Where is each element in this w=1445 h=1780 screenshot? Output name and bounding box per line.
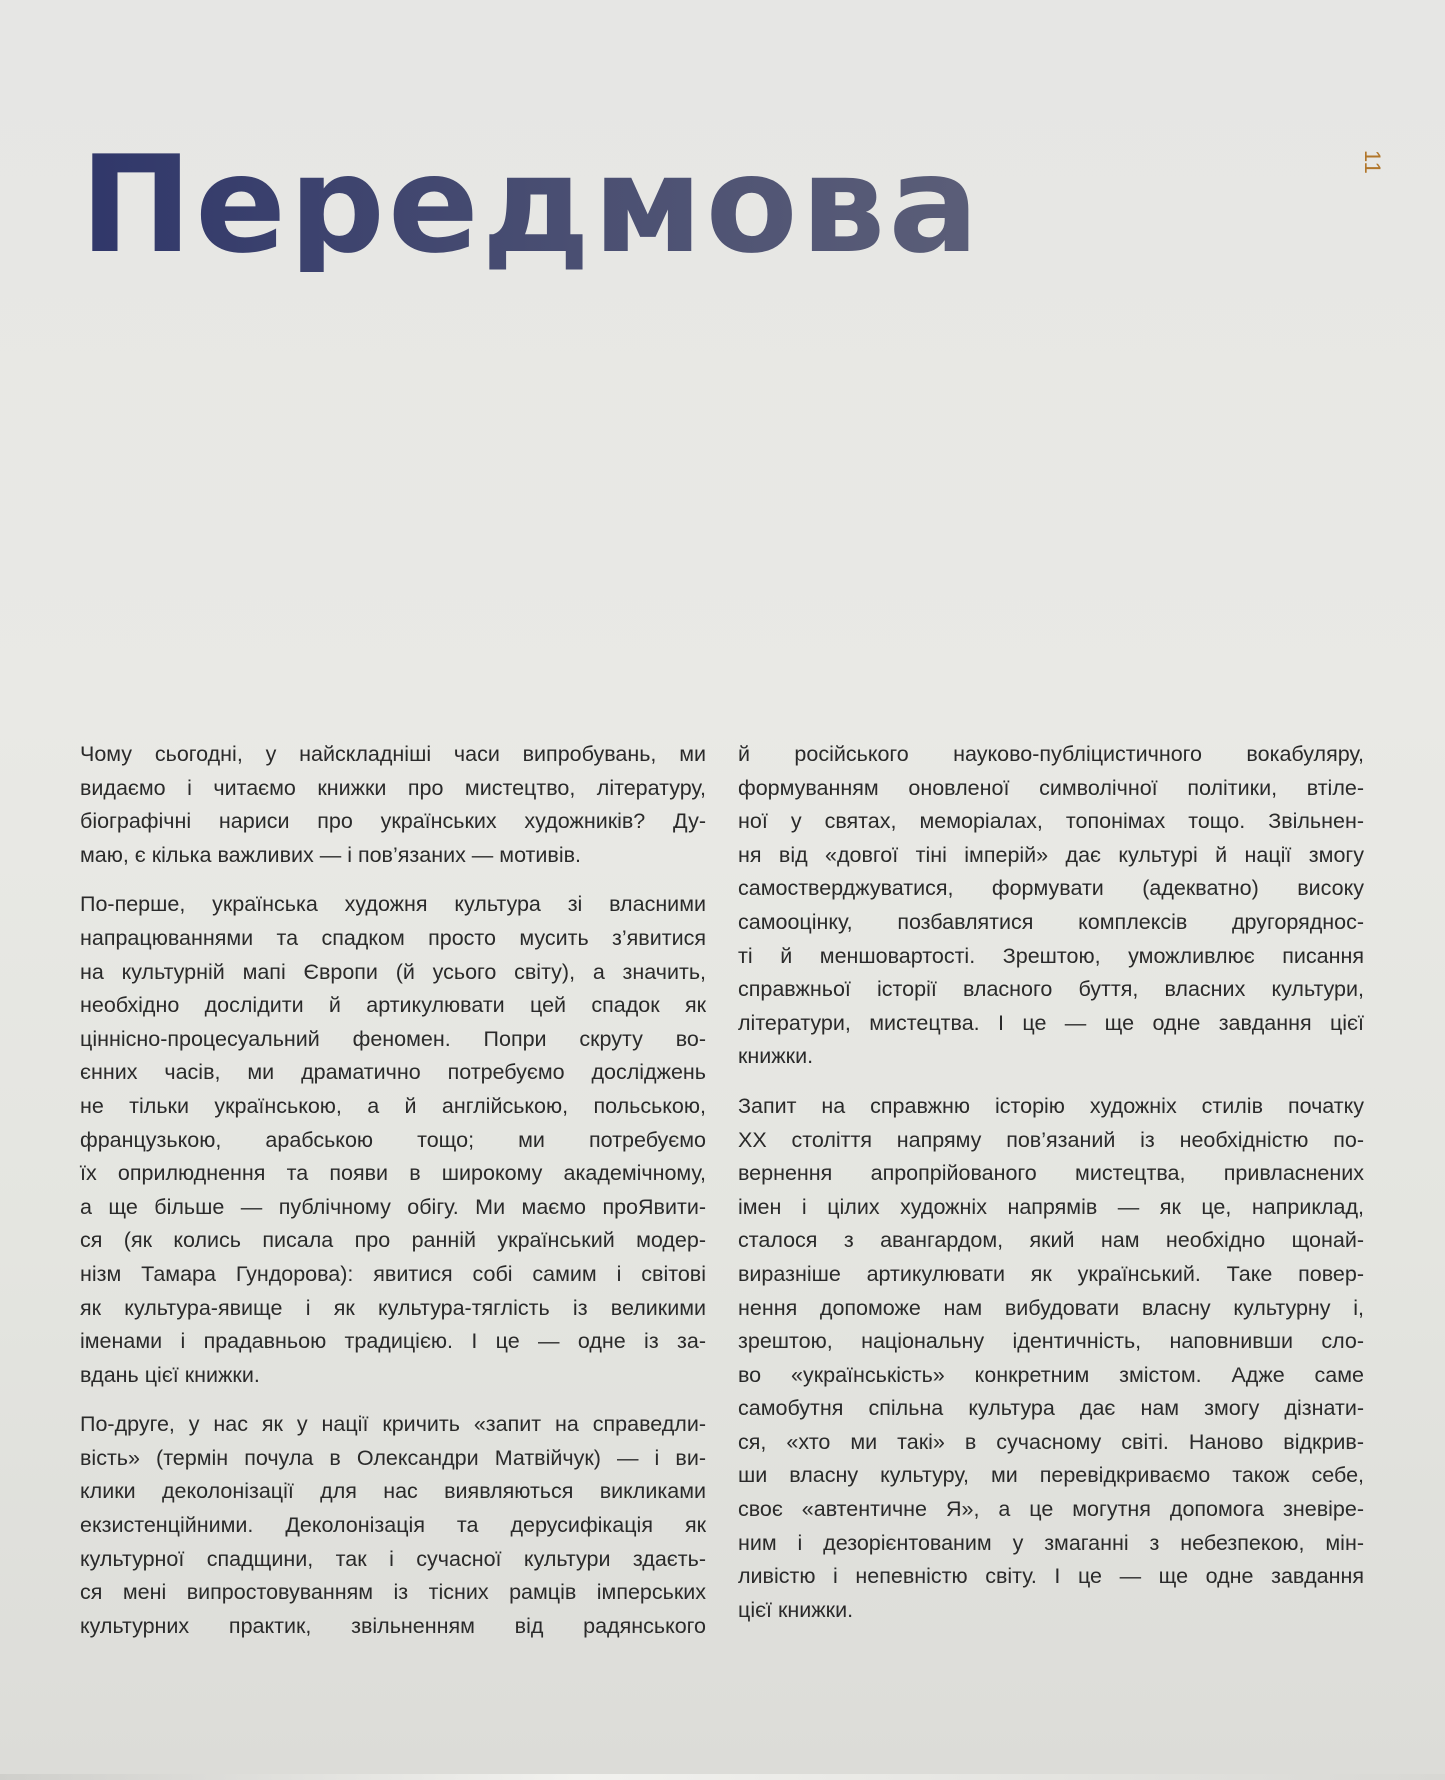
text-line: книжки. — [738, 1044, 814, 1069]
text-line: ся мені випростовуванням із тісних рамців імперських — [80, 1580, 706, 1605]
text-line: не тільки українською, а й англійською, польською, — [80, 1093, 706, 1118]
text-line: необхідно дослідити й артикулювати цей спадок як — [80, 993, 706, 1018]
text-line: як культура-явище і як культура-тяглість із великими — [80, 1295, 706, 1320]
text-line: єнних часів, ми драматично потребуємо досліджень — [80, 1060, 706, 1085]
text-line: екзистенційними. Деколонізація та дерусифікація як — [80, 1513, 706, 1538]
text-line: Запит на справжню історію художніх стилів початку — [738, 1093, 1364, 1118]
text-line: маю, є кілька важливих — і пов’язаних — мотивів. — [80, 842, 581, 867]
text-line: біографічні нариси про українських художників? Ду- — [80, 809, 706, 834]
text-line: ної у святах, меморіалах, топонімах тощо. Звільнен- — [738, 809, 1364, 834]
paragraph — [738, 738, 1364, 1074]
page-bottom-edge — [0, 1774, 1445, 1780]
text-line: ливістю і непевністю світу. І це — ще одне завдання — [738, 1564, 1364, 1589]
text-line: їх оприлюднення та появи в широкому академічному, — [80, 1161, 706, 1186]
page-title: Передмова — [80, 127, 982, 283]
text-line: самооцінку, позбавлятися комплексів другоряднос- — [738, 909, 1364, 934]
text-line: вість» (термін почула в Олександри Матвійчук) — і ви- — [80, 1445, 706, 1470]
text-line: клики деколонізації для нас виявляються викликами — [80, 1479, 706, 1504]
text-line: ши власну культуру, ми перевідкриваємо також себе, — [738, 1463, 1364, 1488]
text-line: культурної спадщини, так і сучасної культури здаєть- — [80, 1546, 706, 1571]
text-line: ті й меншовартості. Зрештою, уможливлює писання — [738, 943, 1364, 968]
text-line: нення допоможе нам вибудовати власну культурну і, — [738, 1295, 1364, 1320]
text-line: По-друге, у нас як у нації кричить «запит на справедли- — [80, 1412, 706, 1437]
text-line: літератури, мистецтва. І це — ще одне завдання цієї — [738, 1010, 1364, 1035]
text-line: іменами і прадавньою традицією. І це — одне із за- — [80, 1329, 706, 1354]
text-line: справжньої історії власного буття, власних культури, — [738, 977, 1364, 1002]
text-line: ціннісно-процесуальний феномен. Попри скруту во- — [80, 1026, 706, 1051]
text-line: культурних практик, звільненням від радянського — [80, 1613, 706, 1638]
text-line: на культурній мапі Європи (й усього світу), а значить, — [80, 959, 706, 984]
text-line: По-перше, українська художня культура зі власними — [80, 892, 706, 917]
text-line: французькою, арабською тощо; ми потребуємо — [80, 1127, 706, 1152]
text-column-left — [80, 738, 706, 1659]
text-line: ним і дезорієнтованим у змаганні з небезпекою, мін- — [738, 1530, 1364, 1555]
text-line: вернення апропрійованого мистецтва, привласнених — [738, 1161, 1364, 1186]
text-line: самобутня спільна культура дає нам змогу дізнати- — [738, 1396, 1364, 1421]
text-line: во «українськість» конкретним змістом. Адже саме — [738, 1362, 1364, 1387]
text-line: своє «автентичне Я», а це могутня допомога зневіре- — [738, 1497, 1364, 1522]
text-line: сталося з авангардом, який нам необхідно щонай- — [738, 1228, 1364, 1253]
text-line: а ще більше — публічному обігу. Ми маємо проЯвити- — [80, 1194, 706, 1219]
text-line: нізм Тамара Гундорова): явитися собі самим і світові — [80, 1261, 706, 1286]
text-line: ХХ століття напряму пов’язаний із необхідністю по- — [738, 1127, 1364, 1152]
text-line: видаємо і читаємо книжки про мистецтво, літературу, — [80, 775, 706, 800]
text-line: зрештою, національну ідентичність, наповнивши сло- — [738, 1329, 1364, 1354]
text-line: виразніше артикулювати як український. Таке повер- — [738, 1261, 1364, 1286]
text-line: цієї книжки. — [738, 1597, 854, 1622]
text-column-right — [738, 738, 1364, 1643]
text-line: ся (як колись писала про ранній український модер- — [80, 1228, 706, 1253]
text-line: напрацюваннями та спадком просто мусить з’явитися — [80, 925, 706, 950]
text-line: ня від «довгої тіні імперій» дає культурі й нації змогу — [738, 842, 1364, 867]
text-line: Чому сьогодні, у найскладніші часи випробувань, ми — [80, 742, 706, 766]
page-number: 11 — [1360, 150, 1385, 175]
text-line: й російського науково-публіцистичного вокабуляру, — [738, 742, 1364, 766]
paragraph — [80, 1408, 706, 1643]
paragraph — [738, 1090, 1364, 1628]
text-line: вдань цієї книжки. — [80, 1362, 260, 1387]
text-line: ся, «хто ми такі» в сучасному світі. Наново відкрив- — [738, 1429, 1364, 1454]
text-line: імен і цілих художніх напрямів — як це, наприклад, — [738, 1194, 1364, 1219]
text-line: самостверджуватися, формувати (адекватно) високу — [738, 876, 1364, 901]
paragraph — [80, 888, 706, 1392]
paragraph — [80, 738, 706, 872]
text-line: формуванням оновленої символічної політики, втіле- — [738, 775, 1364, 800]
